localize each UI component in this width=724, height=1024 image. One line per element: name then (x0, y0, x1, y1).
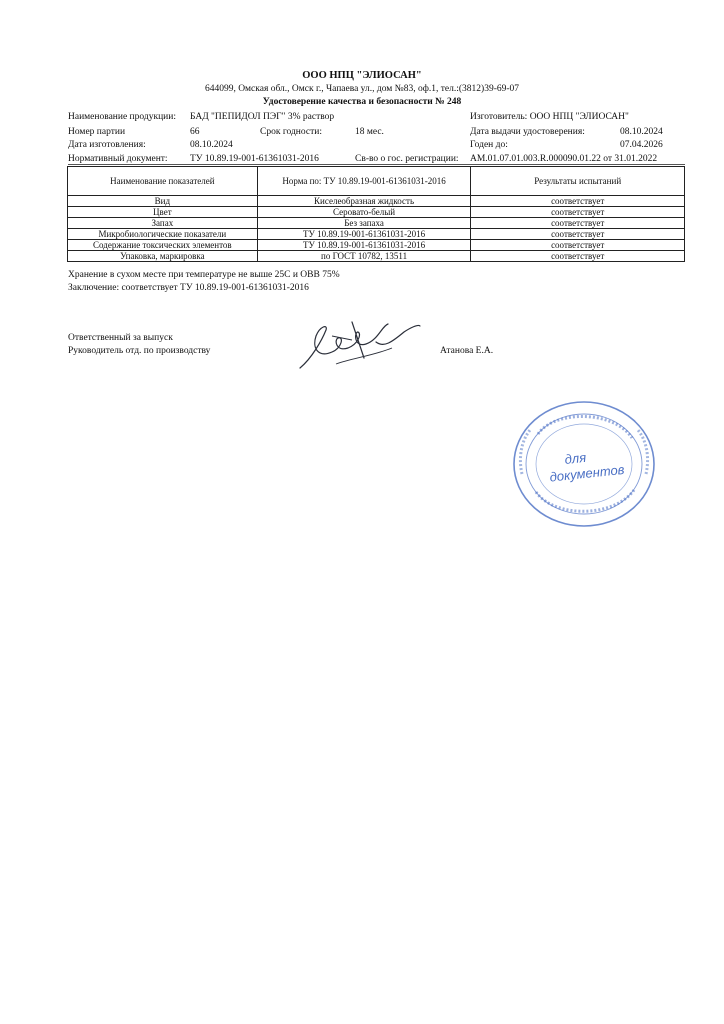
norm-doc-label: Нормативный документ: (68, 154, 168, 164)
company-address: 644099, Омская обл., Омск г., Чапаева ул., дом №83, оф.1, тел.:(3812)39-69-07 (204, 84, 520, 94)
company-name: ООО НПЦ "ЭЛИОСАН" (302, 70, 422, 81)
quality-table (67, 166, 685, 262)
table-cell: Микробиологические показатели (68, 229, 258, 240)
table-header: Наименование показателей (68, 167, 258, 196)
responsible-position: Руководитель отд. по производству (68, 346, 211, 356)
table-cell: ТУ 10.89.19-001-61361031-2016 (257, 240, 471, 251)
svg-text:документов: документов (548, 461, 626, 485)
table-cell: Вид (68, 196, 258, 207)
certificate-title: Удостоверение качества и безопасности № 248 (262, 97, 462, 107)
table-row (68, 251, 685, 262)
table-row (68, 218, 685, 229)
table-header-row (68, 167, 685, 196)
batch-label: Номер партии (68, 127, 126, 137)
norm-doc-value: ТУ 10.89.19-001-61361031-2016 (190, 154, 319, 164)
table-row (68, 207, 685, 218)
reg-label: Св-во о гос. регистрации: (355, 154, 459, 164)
table-cell: соответствует (471, 229, 685, 240)
table-cell: соответствует (471, 207, 685, 218)
storage-note: Хранение в сухом месте при температуре не выше 25С и ОВВ 75% (68, 270, 340, 280)
table-header: Результаты испытаний (471, 167, 685, 196)
seal-text: для (563, 449, 587, 467)
batch-value: 66 (190, 127, 200, 137)
table-cell: Упаковка, маркировка (68, 251, 258, 262)
table-cell: соответствует (471, 196, 685, 207)
table-row (68, 229, 685, 240)
company-seal (510, 398, 658, 530)
table-cell: Киселеобразная жидкость (257, 196, 471, 207)
table-cell: Серовато-белый (257, 207, 471, 218)
table-header: Норма по: ТУ 10.89.19-001-61361031-2016 (257, 167, 471, 196)
header-divider (68, 164, 685, 165)
table-row (68, 240, 685, 251)
table-cell: соответствует (471, 218, 685, 229)
responsible-label: Ответственный за выпуск (68, 333, 173, 343)
issue-date-value: 08.10.2024 (620, 127, 663, 137)
conclusion: Заключение: соответствует ТУ 10.89.19-001-61361031-2016 (68, 283, 309, 293)
table-cell: Содержание токсических элементов (68, 240, 258, 251)
made-label: Дата изготовления: (68, 140, 146, 150)
valid-value: 07.04.2026 (620, 140, 663, 150)
table-cell: соответствует (471, 251, 685, 262)
table-cell: соответствует (471, 240, 685, 251)
product-value: БАД "ПЕПИДОЛ ПЭГ" 3% раствор (190, 112, 335, 122)
shelf-life-value: 18 мес. (355, 127, 384, 137)
table-row (68, 196, 685, 207)
valid-label: Годен до: (470, 140, 508, 150)
table-cell: ТУ 10.89.19-001-61361031-2016 (257, 229, 471, 240)
table-cell: Запах (68, 218, 258, 229)
table-cell: Цвет (68, 207, 258, 218)
manufacturer: Изготовитель: ООО НПЦ "ЭЛИОСАН" (470, 112, 629, 122)
product-label: Наименование продукции: (68, 112, 176, 122)
reg-value: AM.01.07.01.003.R.000090.01.22 от 31.01.2022 (470, 154, 658, 164)
signature (292, 318, 422, 374)
made-value: 08.10.2024 (190, 140, 233, 150)
issue-date-label: Дата выдачи удостоверения: (470, 127, 585, 137)
responsible-name: Атанова Е.А. (440, 346, 494, 356)
shelf-life-label: Срок годности: (260, 127, 322, 137)
table-cell: по ГОСТ 10782, 13511 (257, 251, 471, 262)
table-cell: Без запаха (257, 218, 471, 229)
